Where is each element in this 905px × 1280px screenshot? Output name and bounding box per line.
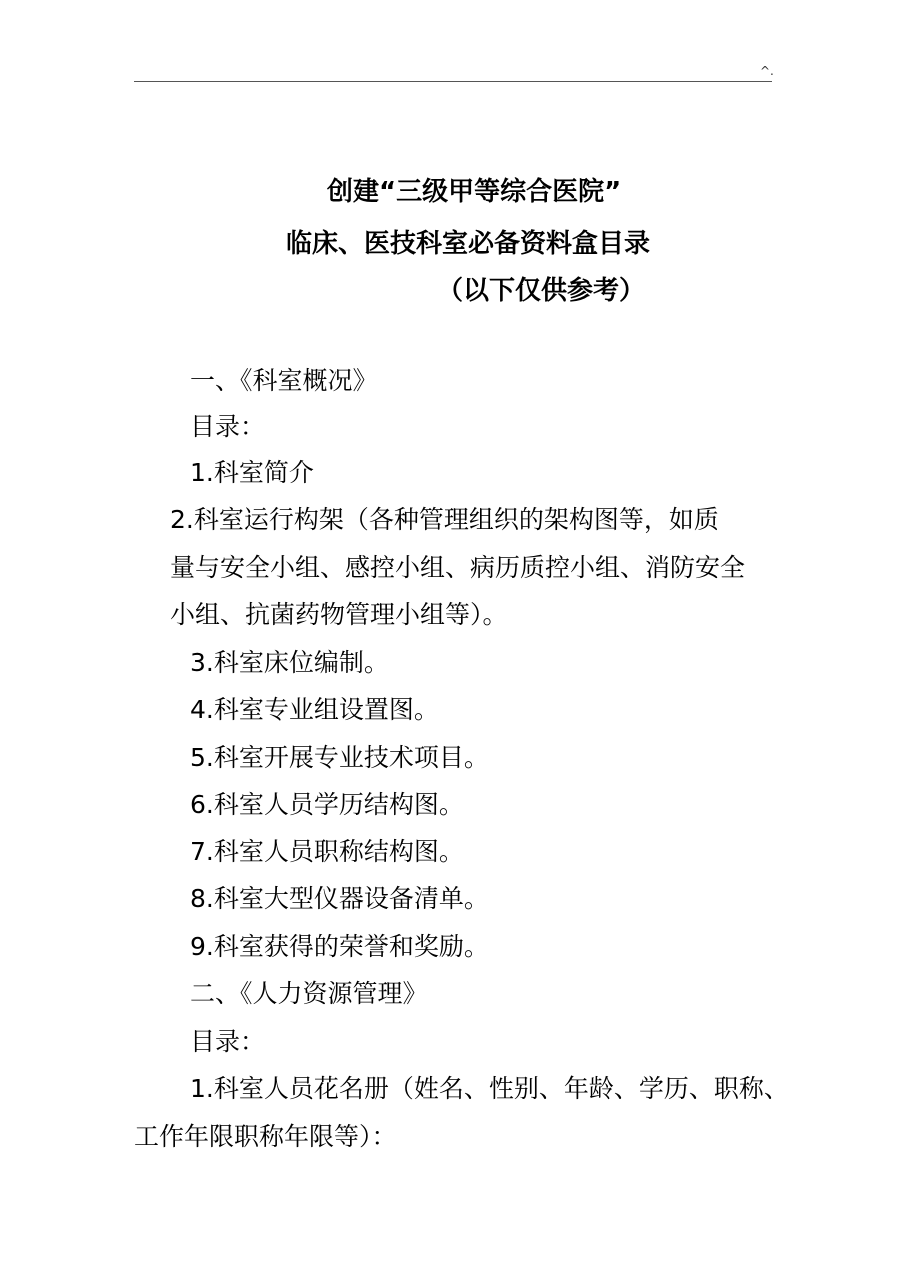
section-1-item-2-line-2: 量与安全小组、感控小组、病历质控小组、消防安全 xyxy=(170,553,746,582)
document-title-line-2: 临床、医技科室必备资料盒目录 xyxy=(286,229,651,259)
section-1-item-2-line-1: 2.科室运行构架（各种管理组织的架构图等，如质 xyxy=(170,505,719,534)
document-title-note: （以下仅供参考） xyxy=(437,276,646,306)
header-rule xyxy=(134,81,772,82)
section-2-item-1-line-1: 1.科室人员花名册（姓名、性别、年龄、学历、职称、 xyxy=(190,1074,789,1103)
section-2-item-1-line-2: 工作年限职称年限等）： xyxy=(134,1122,397,1151)
document-title-line-1: 创建“三级甲等综合医院” xyxy=(327,177,622,207)
section-1-item-5: 5.科室开展专业技术项目。 xyxy=(190,743,489,772)
section-1-item-8: 8.科室大型仪器设备清单。 xyxy=(190,884,489,913)
section-1-item-6: 6.科室人员学历结构图。 xyxy=(190,790,464,819)
page-header-mark: ^. xyxy=(760,64,774,78)
section-1-item-7: 7.科室人员职称结构图。 xyxy=(190,837,464,866)
section-1-item-2-line-3: 小组、抗菌药物管理小组等）。 xyxy=(170,600,508,629)
section-1-item-1: 1.科室简介 xyxy=(190,458,314,487)
section-2-heading: 二、《人力资源管理》 xyxy=(190,979,428,1008)
section-1-heading: 一、《科室概况》 xyxy=(190,366,378,395)
section-1-item-3: 3.科室床位编制。 xyxy=(190,648,389,677)
section-1-toc-label: 目录： xyxy=(190,412,266,441)
section-1-item-9: 9.科室获得的荣誉和奖励。 xyxy=(190,932,489,961)
section-2-toc-label: 目录： xyxy=(190,1027,266,1056)
section-1-item-4: 4.科室专业组设置图。 xyxy=(190,695,439,724)
